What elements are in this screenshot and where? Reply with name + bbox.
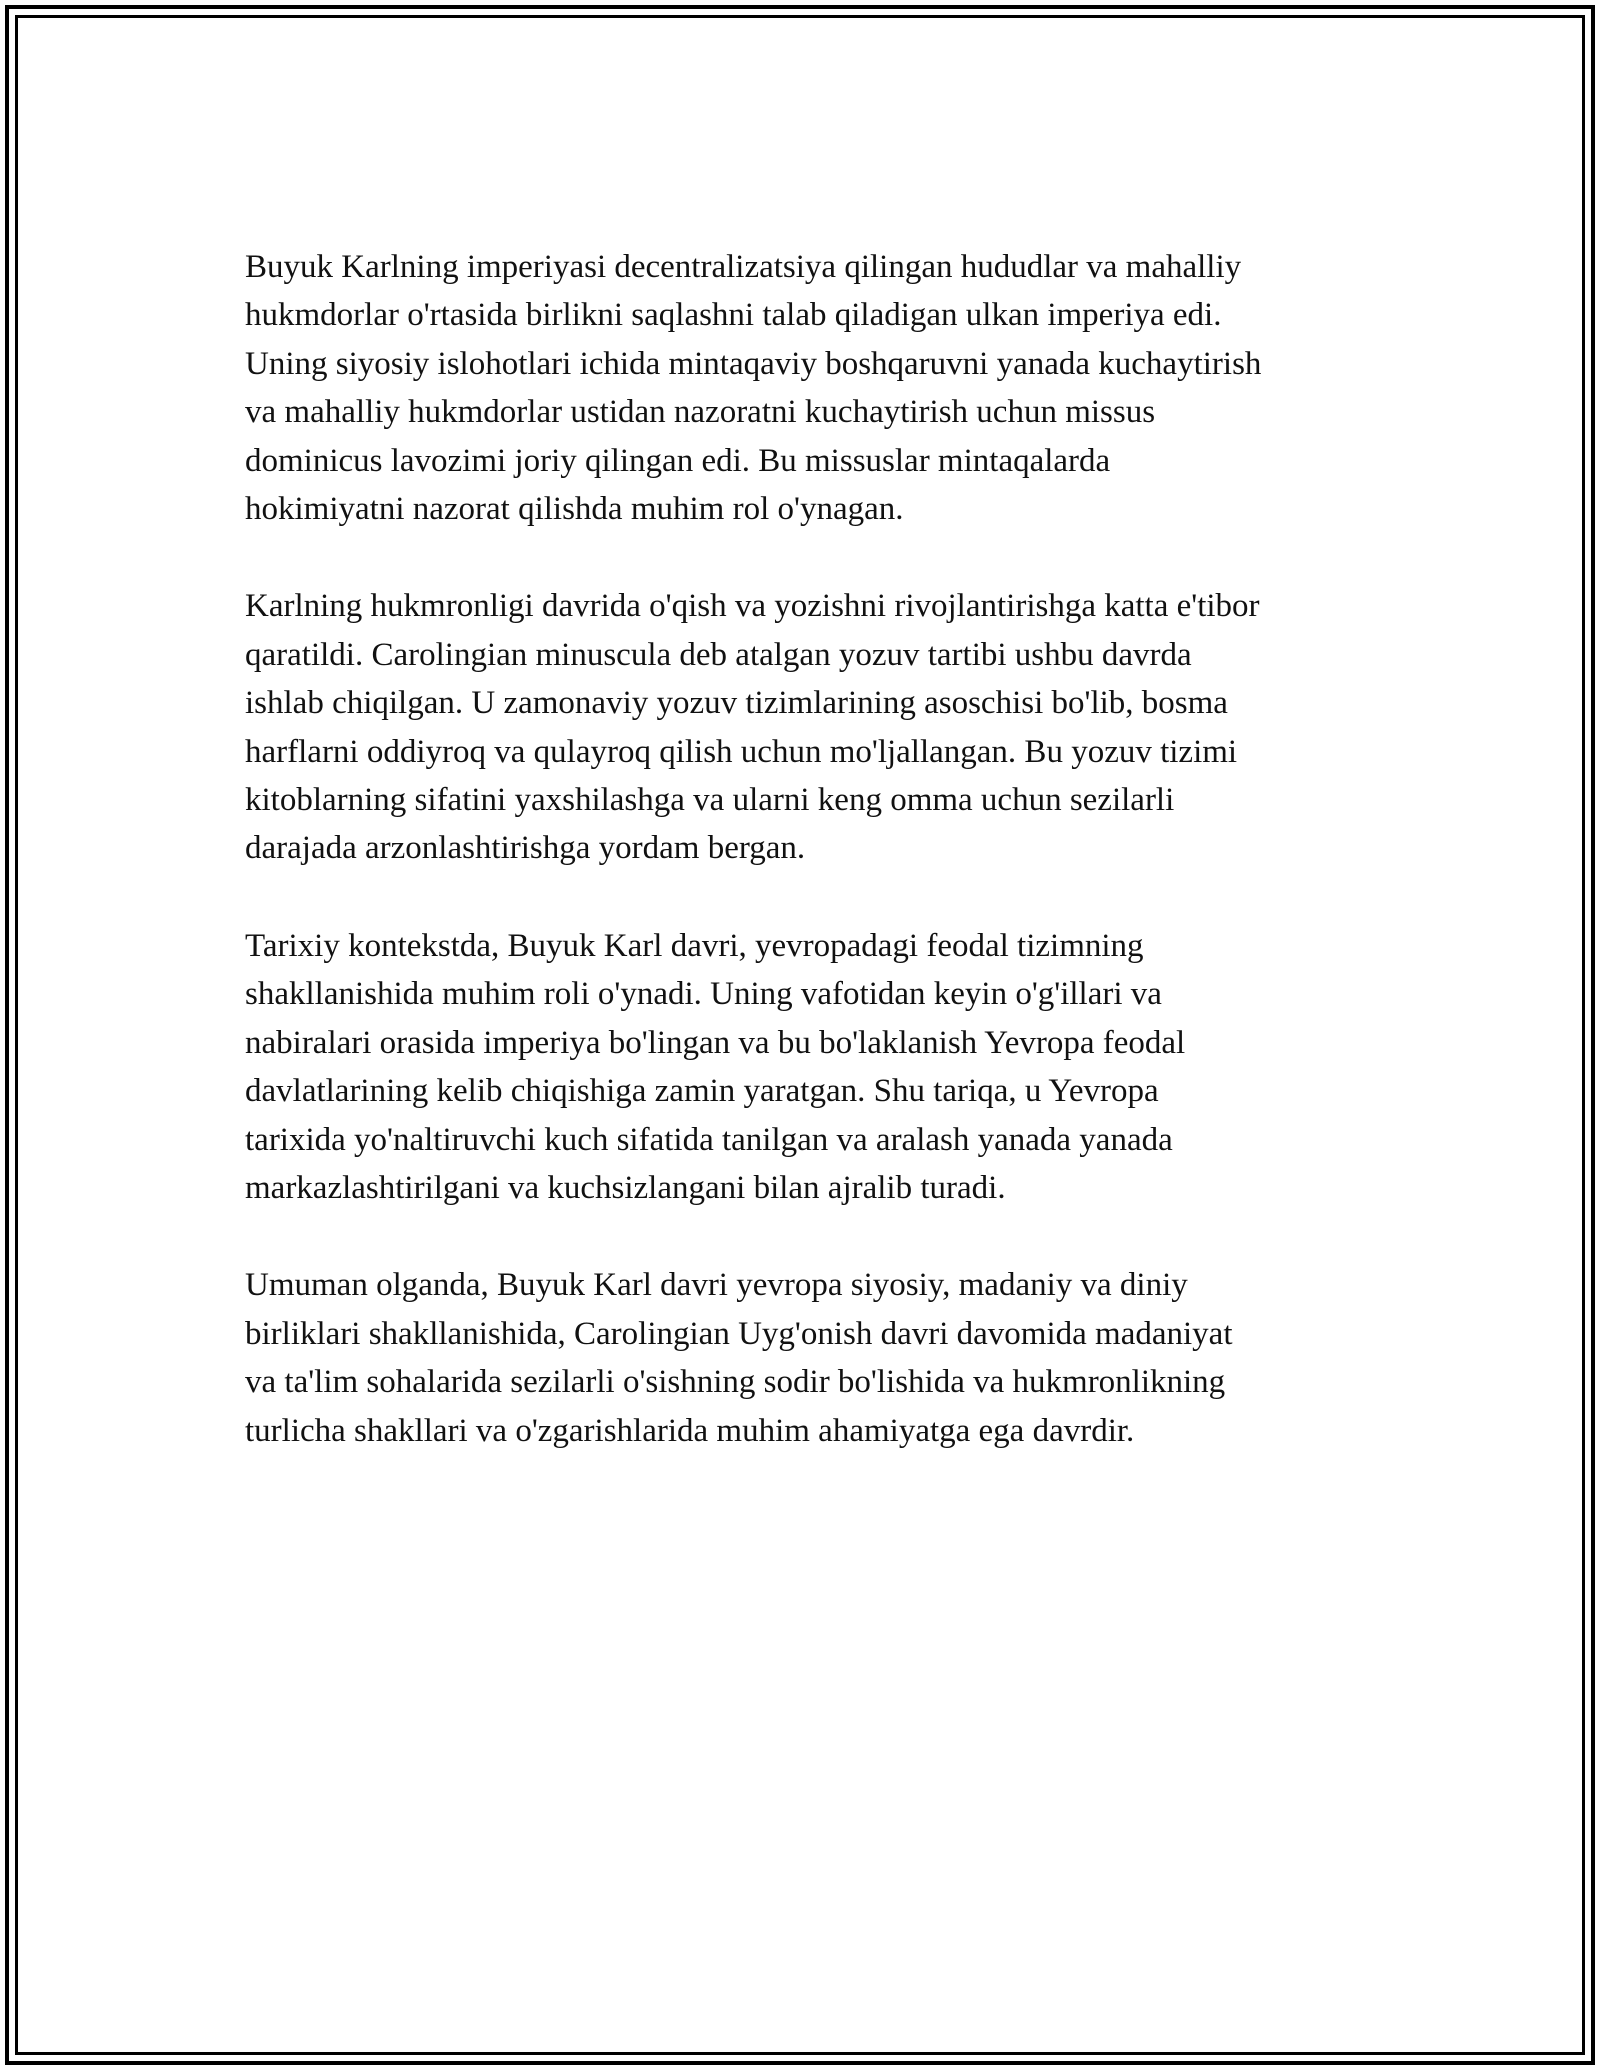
paragraph-2: Karlning hukmronligi davrida o'qish va yozishni rivojlantirishga katta e'tibor qaratildi. Carolingian minuscula deb atalgan yozuv tartibi ushbu davrda ishlab chiqilgan. U zamonaviy yozuv tizimlarining asoschisi bo'lib, bosma harflarni oddiyroq va qulayroq qilish uchun mo'ljallangan. Bu yozuv tizimi kitoblarning sifatini yaxshilashga va ularni keng omma uchun sezilarli darajada arzonlashtirishga yordam bergan. (245, 588, 1260, 867)
document-body (245, 243, 1395, 1504)
page-border (5, 5, 1595, 2065)
paragraph-1: Buyuk Karlning imperiyasi decentralizatsiya qilingan hududlar va mahalliy hukmdorlar o'rtasida birlikni saqlashni talab qiladigan ulkan imperiya edi. Uning siyosiy islohotlari ichida mintaqaviy boshqaruvni yanada kuchaytirish va mahalliy hukmdorlar ustidan nazoratni kuchaytirish uchun missus dominicus lavozimi joriy qilingan edi. Bu missuslar mintaqalarda hokimiyatni nazorat qilishda muhim rol o'ynagan. (245, 249, 1262, 528)
paragraph-4: Umuman olganda, Buyuk Karl davri yevropa siyosiy, madaniy va diniy birliklari shakllanishida, Carolingian Uyg'onish davri davomida madaniyat va ta'lim sohalarida sezilarli o'sishning sodir bo'lishida va hukmronlikning turlicha shakllari va o'zgarishlarida muhim ahamiyatga ega davrdir. (245, 1267, 1233, 1449)
paragraph-3: Tarixiy kontekstda, Buyuk Karl davri, yevropadagi feodal tizimning shakllanishida muhim roli o'ynadi. Uning vafotidan keyin o'g'illari va nabiralari orasida imperiya bo'lingan va bu bo'laklanish Yevropa feodal davlatlarining kelib chiqishiga zamin yaratgan. Shu tariqa, u Yevropa tarixida yo'naltiruvchi kuch sifatida tanilgan va aralash yanada yanada markazlashtirilgani va kuchsizlangani bilan ajralib turadi. (245, 927, 1186, 1206)
